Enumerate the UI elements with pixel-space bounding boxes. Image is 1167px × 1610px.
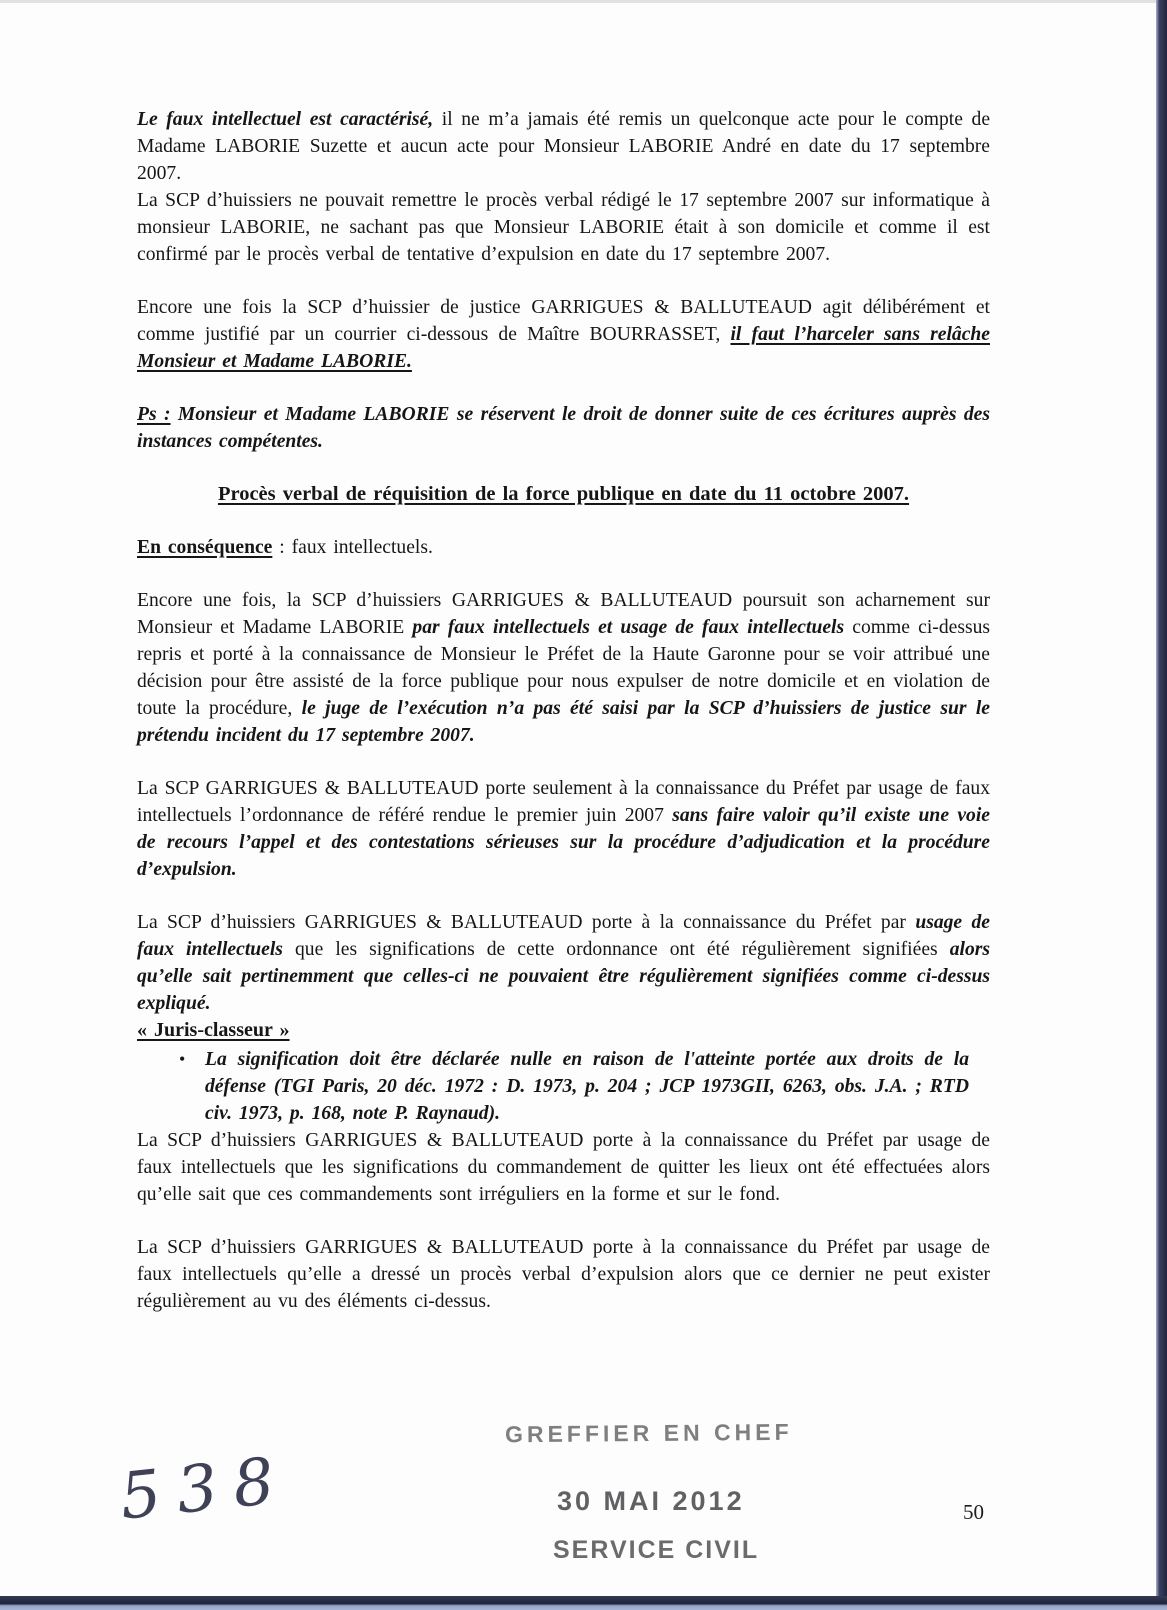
paragraph-acharnement [137,587,990,749]
section-heading-text: Procès verbal de réquisition de la force publique en date du 11 octobre 2007. [217,483,910,505]
stamp-service-civil: SERVICE CIVIL [553,1536,760,1564]
paragraph-faux-intellectuel [137,106,990,187]
paragraph-text: Encore une fois la SCP d’huissier de justice GARRIGUES & BALLUTEAUD agit délibérément et comme justifié par un courrier ci-dessous de Maître BOURRASSET, [137,297,990,345]
paragraph-text: La SCP d’huissiers GARRIGUES & BALLUTEAUD porte à la connaissance du Préfet par [137,912,916,933]
paragraph-scp-proces-verbal [137,187,990,268]
en-consequence-label: En conséquence [137,537,273,558]
juris-classeur-text: « Juris-classeur » [137,1019,290,1041]
citation-bullet-item [179,1046,969,1127]
bullet-icon: • [179,1049,186,1069]
paragraph-text: comme ci-dessus repris et porté à la connaissance de Monsieur le Préfet de la Haute Garonne pour se voir attribué une décision pour être assisté de la force publique pour nous expulser de notre domicile et en violation de toute la procédure, [137,617,990,719]
paragraph-text: Encore une fois, la SCP d’huissiers GARRIGUES & BALLUTEAUD poursuit son acharnement sur Monsieur et Madame LABORIE [137,590,990,638]
ps-label: Ps : [137,404,171,425]
stamp-date: 30 MAI 2012 [557,1486,745,1516]
paragraph-encore-une-fois-courrier [137,294,990,375]
scan-frame-bottom [0,1596,1167,1610]
paragraph-text: : faux intellectuels. [272,537,433,558]
paragraph-text: La SCP d’huissiers GARRIGUES & BALLUTEAUD porte à la connaissance du Préfet par usage de faux intellectuels qu’elle a dressé un procès verbal d’expulsion alors que ce dernier ne peut exister régulièrement au vu des éléments ci-dessus. [137,1237,990,1312]
ps-text: Monsieur et Madame LABORIE se réservent le droit de donner suite de ces écritures auprès des instances compétentes. [137,404,990,452]
page-number: 50 [963,1500,984,1524]
emphasis-faux-intellectuels: par faux intellectuels et usage de faux intellectuels [412,617,845,638]
handwritten-number: 538 [116,1443,294,1535]
emphasis-pertinemment: alors qu’elle sait pertinemment que celles-ci ne pouvaient être régulièrement signifiées comme ci-dessus expliqué. [137,939,990,1014]
paragraph-proces-verbal-expulsion [137,1234,990,1315]
section-heading-proces-verbal [137,481,990,508]
paragraph-ordonnance-refere [137,775,990,883]
paragraph-significations-ordonnance [137,909,990,1017]
paragraph-text: que les significations de cette ordonnance ont été régulièrement signifiées [282,939,950,960]
document-body [137,106,990,1315]
emphasis-harceler: il faut l’harceler sans relâche Monsieur et Madame LABORIE. [137,324,990,372]
juris-classeur-heading [137,1017,990,1044]
paragraph-en-consequence [137,534,990,561]
emphasis-sans-faire-valoir: sans faire valoir qu’il existe une voie de recours l’appel et des contestations sérieuses sur la procédure d’adjudication et la procédure d’expulsion. [137,805,990,880]
paragraph-ps-note [137,401,990,455]
paragraph-text: La SCP d’huissiers ne pouvait remettre le procès verbal rédigé le 17 septembre 2007 sur informatique à monsieur LABORIE, ne sachant pas que Monsieur LABORIE était à son domicile et comme il est confirmé par le procès verbal de tentative d’expulsion en date du 17 septembre 2007. [137,190,990,265]
paragraph-text: La SCP d’huissiers GARRIGUES & BALLUTEAUD porte à la connaissance du Préfet par usage de faux intellectuels que les significations du commandement de quitter les lieux ont été effectuées alors qu’elle sait que ces commandements sont irréguliers en la forme et sur le fond. [137,1130,990,1205]
paragraph-text: La SCP GARRIGUES & BALLUTEAUD porte seulement à la connaissance du Préfet par usage de faux intellectuels l’ordonnance de référé rendue le premier juin 2007 [137,778,990,826]
emphasis-juge-execution: le juge de l’exécution n’a pas été saisi par la SCP d’huissiers de justice sur le prétendu incident du 17 septembre 2007. [137,698,990,746]
lead-emphasis: Le faux intellectuel est caractérisé, [137,109,434,130]
emphasis-usage-faux: usage de faux intellectuels [137,912,990,960]
scan-frame-top [0,0,1167,3]
citation-text: La signification doit être déclarée nulle en raison de l'atteinte portée aux droits de la défense (TGI Paris, 20 déc. 1972 : D. 1973, p. 204 ; JCP 1973GII, 6263, obs. J.A. ; RTD civ. 1973, p. 168, note P. Raynaud). [205,1049,969,1124]
scan-frame-right [1156,0,1167,1610]
paragraph-text: il ne m’a jamais été remis un quelconque acte pour le compte de Madame LABORIE Suzette et aucun acte pour Monsieur LABORIE André en date du 17 septembre 2007. [137,109,991,184]
stamp-greffier-en-chef: GREFFIER EN CHEF [504,1418,793,1448]
paragraph-commandement-quitter [137,1127,990,1208]
